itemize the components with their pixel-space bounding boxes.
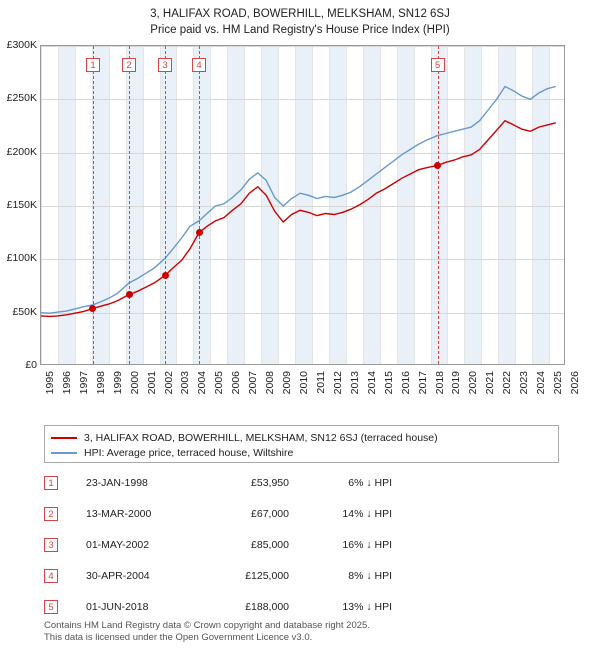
y-axis-tick-label: £300K (6, 39, 37, 51)
sale-marker-line (199, 46, 201, 364)
sale-index-badge: 3 (44, 538, 58, 552)
sale-index-badge: 1 (44, 476, 58, 490)
sale-marker-badge: 2 (122, 58, 136, 72)
y-axis-tick-label: £150K (6, 199, 37, 211)
data-series-line (41, 121, 556, 317)
sale-index-badge: 5 (44, 600, 58, 614)
x-axis-tick-label: 2011 (314, 371, 327, 394)
x-axis-tick-label: 2013 (348, 371, 361, 395)
page-title (0, 6, 600, 38)
x-axis-tick-label: 2018 (433, 371, 446, 395)
sale-price: £53,950 (251, 477, 289, 489)
footer-line-1: Contains HM Land Registry data © Crown copyright and database right 2025. (44, 620, 370, 631)
x-axis-tick-label: 2024 (535, 371, 548, 395)
sale-date: 30-APR-2004 (86, 570, 150, 582)
legend-item-price-paid (51, 431, 552, 445)
legend-item-hpi (51, 446, 552, 460)
sale-price: £67,000 (251, 508, 289, 520)
x-axis-tick-label: 2017 (416, 371, 429, 395)
x-axis-tick-label: 2021 (484, 371, 497, 395)
table-row (44, 565, 559, 596)
x-axis-tick-label: 2000 (128, 371, 141, 395)
x-axis-tick-label: 2010 (298, 371, 311, 395)
sale-point-marker (196, 229, 203, 236)
x-axis-tick-label: 2015 (382, 371, 395, 395)
footer-line-2: This data is licensed under the Open Government Licence v3.0. (44, 632, 313, 643)
sale-hpi-delta: 8% ↓ HPI (348, 570, 392, 582)
plot-area (40, 45, 565, 365)
x-axis-tick-label: 2008 (264, 371, 277, 395)
x-axis-tick-label: 2006 (230, 371, 243, 395)
chart-container (6, 39, 581, 395)
sale-date: 13-MAR-2000 (86, 508, 152, 520)
series-lines (41, 46, 565, 365)
x-axis-tick-label: 1997 (77, 371, 90, 395)
x-axis-tick-label: 1999 (111, 371, 124, 395)
y-axis-tick-label: £50K (12, 305, 37, 318)
sale-marker-line (165, 46, 167, 364)
sale-date: 01-JUN-2018 (86, 601, 149, 613)
title-line-1: 3, HALIFAX ROAD, BOWERHILL, MELKSHAM, SN12 6SJ (150, 8, 450, 20)
x-axis-tick-label: 2023 (518, 371, 531, 395)
sale-marker-line (438, 46, 440, 364)
sale-index-badge: 4 (44, 569, 58, 583)
x-axis-tick-label: 2005 (213, 371, 226, 395)
sale-price: £85,000 (251, 539, 289, 551)
chart-legend (44, 425, 559, 463)
sale-index-badge: 2 (44, 507, 58, 521)
sale-date: 01-MAY-2002 (86, 539, 150, 551)
sale-marker-badge: 4 (192, 58, 206, 72)
x-axis-tick-label: 2026 (569, 371, 581, 395)
sale-price: £125,000 (245, 570, 289, 582)
title-line-2: Price paid vs. HM Land Registry's House Price Index (HPI) (150, 24, 450, 36)
x-axis-tick-label: 2004 (196, 371, 209, 395)
x-axis-tick-label: 2009 (281, 371, 294, 395)
sale-marker-line (129, 46, 131, 364)
sale-marker-badge: 5 (431, 58, 445, 72)
legend-swatch-price-paid (51, 437, 77, 439)
y-axis-tick-label: £100K (6, 252, 37, 265)
x-axis-tick-label: 2019 (450, 371, 463, 395)
sale-marker-line (93, 46, 95, 364)
table-row (44, 503, 559, 534)
sale-date: 23-JAN-1998 (86, 477, 148, 489)
x-axis-tick-label: 2012 (331, 371, 344, 395)
table-row (44, 534, 559, 565)
x-axis-tick-label: 1995 (44, 371, 56, 395)
x-axis-tick-label: 2002 (162, 371, 175, 395)
data-series-line (41, 87, 556, 314)
footer-attribution (44, 620, 564, 644)
sale-point-marker (126, 291, 133, 298)
x-axis-tick-label: 1998 (94, 371, 107, 395)
x-axis-tick-label: 1996 (60, 371, 73, 395)
sales-table (44, 472, 559, 627)
legend-label-price-paid: 3, HALIFAX ROAD, BOWERHILL, MELKSHAM, SN12 6SJ (terraced house) (84, 432, 438, 444)
x-axis-tick-label: 2001 (145, 371, 158, 395)
sale-price: £188,000 (245, 601, 289, 613)
y-axis-tick-label: £250K (6, 92, 37, 105)
sale-marker-badge: 3 (158, 58, 172, 72)
legend-label-hpi: HPI: Average price, terraced house, Wiltshire (84, 447, 294, 459)
sale-hpi-delta: 16% ↓ HPI (342, 539, 392, 551)
sale-hpi-delta: 14% ↓ HPI (342, 508, 392, 520)
x-axis-tick-label: 2020 (467, 371, 480, 395)
sale-marker-badge: 1 (86, 58, 100, 72)
x-axis-tick-label: 2022 (501, 371, 514, 395)
sale-point-marker (162, 272, 169, 279)
x-axis-tick-label: 2016 (399, 371, 412, 395)
y-axis-tick-label: £0 (25, 359, 37, 371)
y-axis-tick-label: £200K (6, 145, 37, 158)
x-axis-tick-label: 2003 (179, 371, 192, 395)
x-axis-tick-label: 2025 (552, 371, 565, 395)
sale-hpi-delta: 13% ↓ HPI (342, 601, 392, 613)
x-axis-tick-label: 2014 (365, 371, 378, 395)
legend-swatch-hpi (51, 452, 77, 454)
sale-hpi-delta: 6% ↓ HPI (348, 477, 392, 489)
x-axis-tick-label: 2007 (247, 371, 260, 395)
table-row (44, 472, 559, 503)
